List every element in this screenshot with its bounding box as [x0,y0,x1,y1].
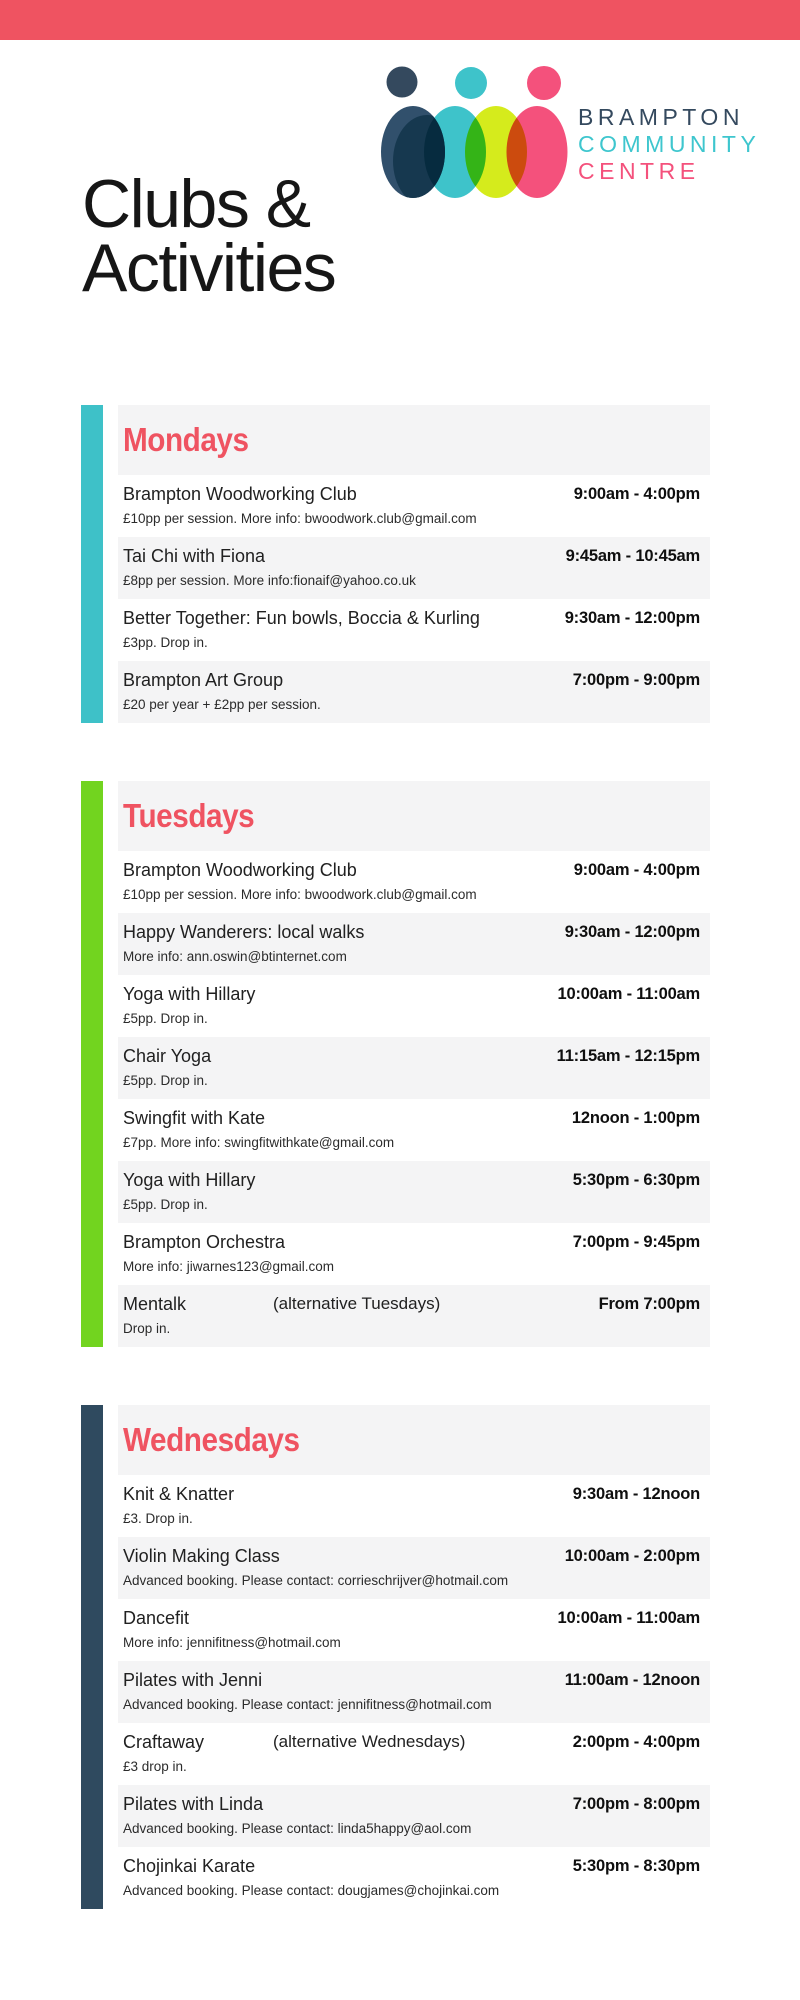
activity-name: Brampton Art Group [123,670,284,690]
activity-row-top [123,1855,700,1877]
activity-row [118,1661,710,1723]
activity-detail: £5pp. Drop in. [123,1011,208,1026]
activity-name: Dancefit [123,1608,190,1628]
activity-row-top [123,1731,700,1753]
activity-row-top [123,483,700,505]
day-header-band [118,405,710,475]
activity-row [118,661,710,723]
activity-row-top [123,921,700,943]
section-content [118,781,710,1347]
activity-row [118,1037,710,1099]
activity-time: 7:00pm - 8:00pm [572,1795,700,1813]
day-header-band [118,781,710,851]
activity-row-top [123,1483,700,1505]
day-label: Wednesdays [123,1421,300,1458]
activity-row [118,1599,710,1661]
page-title-line2: Activities [82,230,336,306]
activity-time: 9:00am - 4:00pm [573,485,700,503]
day-section-wednesdays [81,1405,710,1909]
activity-detail: £8pp per session. More info:fionaif@yahoo.co.uk [123,573,416,588]
day-section-tuesdays [81,781,710,1347]
activity-row-top [123,983,700,1005]
day-sections-container [81,405,710,1967]
activity-name: Mentalk [123,1294,187,1314]
activity-row-top [123,1169,700,1191]
day-section-mondays [81,405,710,723]
activity-detail: Drop in. [123,1321,171,1336]
activity-time: From 7:00pm [598,1295,700,1313]
activity-row-top [123,1293,700,1315]
activity-row [118,1785,710,1847]
activity-detail: More info: ann.oswin@btinternet.com [123,949,347,964]
activity-time: 9:30am - 12noon [572,1485,700,1503]
activity-name: Craftaway [123,1732,205,1752]
activity-row [118,599,710,661]
brand-line-community: COMMUNITY [578,131,761,157]
activity-name: Chair Yoga [123,1046,212,1066]
activity-detail: £20 per year + £2pp per session. [123,697,321,712]
activity-row [118,851,710,913]
activity-row [118,1223,710,1285]
day-label: Mondays [123,421,249,458]
activity-detail: Advanced booking. Please contact: linda5happy@aol.com [123,1821,472,1836]
activity-detail: £7pp. More info: swingfitwithkate@gmail.com [123,1135,395,1150]
activity-time: 9:30am - 12:00pm [564,923,700,941]
activity-detail: Advanced booking. Please contact: dougjames@chojinkai.com [123,1883,500,1898]
activity-row-top [123,545,700,567]
activity-time: 7:00pm - 9:45pm [572,1233,700,1251]
activity-name: Pilates with Linda [123,1794,264,1814]
section-color-bar [81,405,103,723]
activity-name: Brampton Woodworking Club [123,860,357,880]
section-color-bar [81,781,103,1347]
activity-time: 9:45am - 10:45am [565,547,700,565]
activity-detail: More info: jennifitness@hotmail.com [123,1635,341,1650]
activity-row-top [123,1793,700,1815]
activity-row-top [123,1545,700,1567]
activity-name: Yoga with Hillary [123,984,256,1004]
activity-row [118,475,710,537]
section-content [118,1405,710,1909]
activity-name: Chojinkai Karate [123,1856,256,1876]
activity-time: 11:15am - 12:15pm [556,1047,700,1065]
activity-detail: £5pp. Drop in. [123,1073,208,1088]
activity-name: Happy Wanderers: local walks [123,922,365,942]
person-head-teal [455,67,487,99]
activity-name: Yoga with Hillary [123,1170,256,1190]
activity-row [118,1099,710,1161]
activity-detail: £5pp. Drop in. [123,1197,208,1212]
section-content [118,405,710,723]
day-header-band [118,1405,710,1475]
activity-time: 10:00am - 11:00am [557,1609,700,1627]
activity-row-top [123,859,700,881]
activity-row [118,1161,710,1223]
person-head-navy [387,67,418,98]
top-accent-bar [0,0,800,40]
activity-time: 12noon - 1:00pm [571,1109,700,1127]
activity-frequency-note: (alternative Tuesdays) [273,1294,441,1313]
activity-row-top [123,1231,700,1253]
activity-time: 10:00am - 2:00pm [564,1547,700,1565]
section-color-bar [81,1405,103,1909]
activity-name: Swingfit with Kate [123,1108,266,1128]
page-title [82,166,336,306]
activity-row [118,1847,710,1909]
activity-time: 9:00am - 4:00pm [573,861,700,879]
person-body-pink [507,106,568,198]
activity-row [118,537,710,599]
activity-name: Brampton Woodworking Club [123,484,357,504]
brand-line-centre: CENTRE [578,158,700,184]
activity-row [118,1475,710,1537]
activity-row-top [123,1607,700,1629]
activity-name: Better Together: Fun bowls, Boccia & Kurling [123,608,480,628]
activity-row-top [123,1045,700,1067]
brand-logo [375,55,765,205]
activity-time: 11:00am - 12noon [564,1671,700,1689]
activity-time: 2:00pm - 4:00pm [572,1733,700,1751]
person-head-pink [527,66,561,100]
brand-line-brampton: BRAMPTON [578,104,744,130]
page-title-line1: Clubs & [82,166,310,242]
brand-wordmark [578,104,760,185]
activity-time: 5:30pm - 6:30pm [572,1171,700,1189]
three-people-icon [375,55,575,205]
activity-row [118,975,710,1037]
activity-row-top [123,1107,700,1129]
day-label: Tuesdays [123,797,255,834]
activity-detail: £3 drop in. [123,1759,187,1774]
activity-name: Knit & Knatter [123,1484,235,1504]
activity-detail: More info: jiwarnes123@gmail.com [123,1259,335,1274]
activity-row-top [123,669,700,691]
activity-name: Tai Chi with Fiona [123,546,266,566]
activity-row [118,1285,710,1347]
activity-row-top [123,607,700,629]
activity-detail: £3. Drop in. [123,1511,193,1526]
activity-detail: £10pp per session. More info: bwoodwork.club@gmail.com [123,887,477,902]
activity-frequency-note: (alternative Wednesdays) [273,1732,466,1751]
activity-row-top [123,1669,700,1691]
activity-row [118,913,710,975]
activity-row [118,1723,710,1785]
activity-name: Brampton Orchestra [123,1232,286,1252]
activity-detail: Advanced booking. Please contact: jennifitness@hotmail.com [123,1697,492,1712]
activity-detail: Advanced booking. Please contact: corrieschrijver@hotmail.com [123,1573,509,1588]
activity-time: 9:30am - 12:00pm [564,609,700,627]
activity-detail: £3pp. Drop in. [123,635,208,650]
activity-name: Pilates with Jenni [123,1670,263,1690]
activity-detail: £10pp per session. More info: bwoodwork.club@gmail.com [123,511,477,526]
activity-time: 10:00am - 11:00am [557,985,700,1003]
activity-time: 7:00pm - 9:00pm [572,671,700,689]
activity-time: 5:30pm - 8:30pm [572,1857,700,1875]
activity-name: Violin Making Class [123,1546,280,1566]
activity-row [118,1537,710,1599]
